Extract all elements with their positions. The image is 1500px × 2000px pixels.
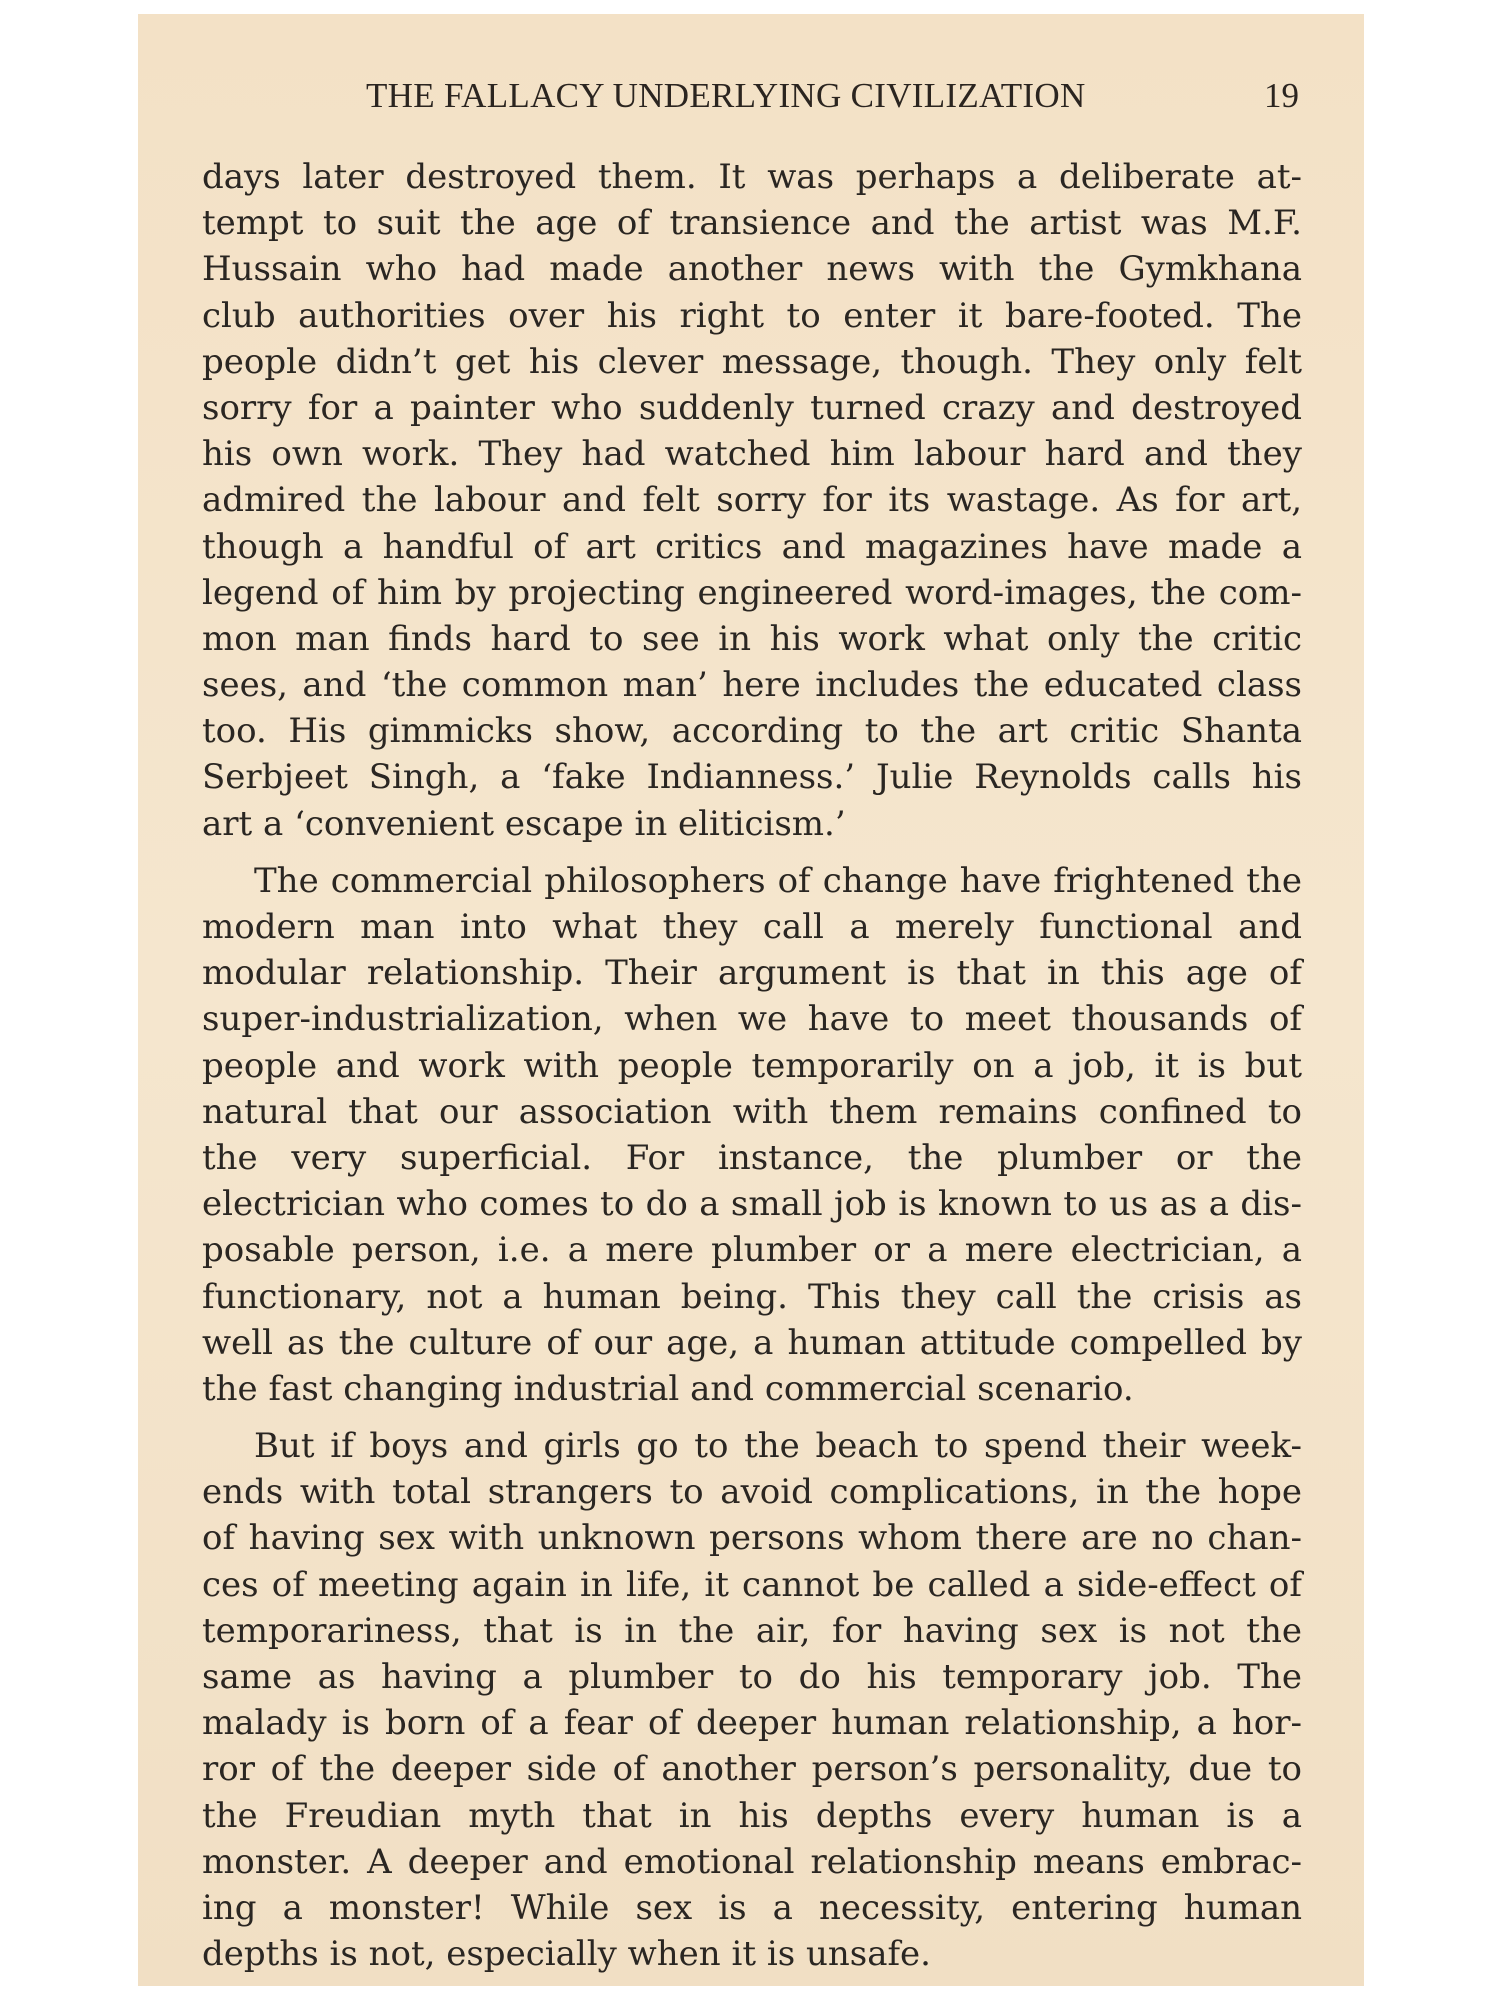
text-line: art a ‘convenient escape in eliticism.’ [202, 803, 846, 844]
page-number: 19 [1264, 76, 1299, 115]
text-line: electrician who comes to do a small job is known to us as a dis- [202, 1184, 1302, 1225]
body-text [202, 154, 1302, 1988]
text-line: The commercial philosophers of change have frightened the [254, 860, 1302, 901]
text-line: posable person, i.e. a mere plumber or a mere electrician, a [202, 1230, 1302, 1271]
text-line: admired the labour and felt sorry for its wastage. As for art, [202, 480, 1302, 521]
text-line: sorry for a painter who suddenly turned crazy and destroyed [202, 387, 1302, 428]
paragraph [202, 858, 1302, 1412]
text-line: of having sex with unknown persons whom there are no chan- [202, 1518, 1302, 1559]
text-line: his own work. They had watched him labour hard and they [202, 434, 1302, 475]
text-line: the Freudian myth that in his depths every human is a [202, 1795, 1302, 1836]
text-line: modern man into what they call a merely functional and [202, 907, 1302, 947]
text-line: modular relationship. Their argument is that in this age of [202, 953, 1302, 994]
text-line: days later destroyed them. It was perhaps a deliberate at- [202, 157, 1302, 197]
text-line: natural that our association with them remains confined to [202, 1091, 1302, 1132]
text-line: too. His gimmicks show, according to the art critic Shanta [202, 711, 1302, 752]
text-line: people and work with people temporarily on a job, it is but [202, 1045, 1302, 1086]
text-line: monster. A deeper and emotional relationship means embrac- [202, 1841, 1302, 1882]
text-line: sees, and ‘the common man’ here includes the educated class [202, 665, 1302, 706]
text-line: tempt to suit the age of transience and the artist was M.F. [202, 203, 1302, 244]
text-line: ends with total strangers to avoid complications, in the hope [202, 1472, 1302, 1513]
text-line: malady is born of a fear of deeper human relationship, a hor- [202, 1703, 1302, 1744]
text-line: depths is not, especially when it is unsafe. [202, 1934, 931, 1975]
book-page [138, 14, 1364, 1986]
text-line: though a handful of art critics and magazines have made a [202, 526, 1302, 567]
text-line: the fast changing industrial and commercial scenario. [202, 1368, 1134, 1409]
paragraph [202, 1423, 1302, 1977]
text-line: ror of the deeper side of another person’s personality, due to [202, 1749, 1302, 1790]
text-line: legend of him by projecting engineered word-images, the com- [202, 572, 1302, 613]
text-line: But if boys and girls go to the beach to spend their week- [254, 1426, 1302, 1467]
paragraph [202, 154, 1302, 847]
running-head [138, 76, 1364, 126]
text-line: Serbjeet Singh, a ‘fake Indianness.’ Julie Reynolds calls his [202, 757, 1302, 798]
text-line: the very superficial. For instance, the plumber or the [202, 1137, 1302, 1178]
text-line: club authorities over his right to enter it bare-footed. The [202, 295, 1302, 336]
text-line: people didn’t get his clever message, though. They only felt [202, 341, 1302, 382]
text-line: same as having a plumber to do his temporary job. The [202, 1657, 1302, 1697]
text-line: well as the culture of our age, a human attitude compelled by [202, 1322, 1302, 1363]
text-line: Hussain who had made another news with the Gymkhana [202, 249, 1302, 290]
text-line: functionary, not a human being. This they call the crisis as [202, 1276, 1302, 1317]
text-line: ing a monster! While sex is a necessity, entering human [202, 1887, 1302, 1928]
text-line: temporariness, that is in the air, for having sex is not the [202, 1610, 1302, 1651]
text-line: mon man finds hard to see in his work what only the critic [202, 618, 1302, 659]
text-line: ces of meeting again in life, it cannot be called a side-effect of [202, 1564, 1302, 1605]
text-line: super-industrialization, when we have to meet thousands of [202, 999, 1302, 1040]
running-title: THE FALLACY UNDERLYING CIVILIZATION [366, 76, 1086, 115]
